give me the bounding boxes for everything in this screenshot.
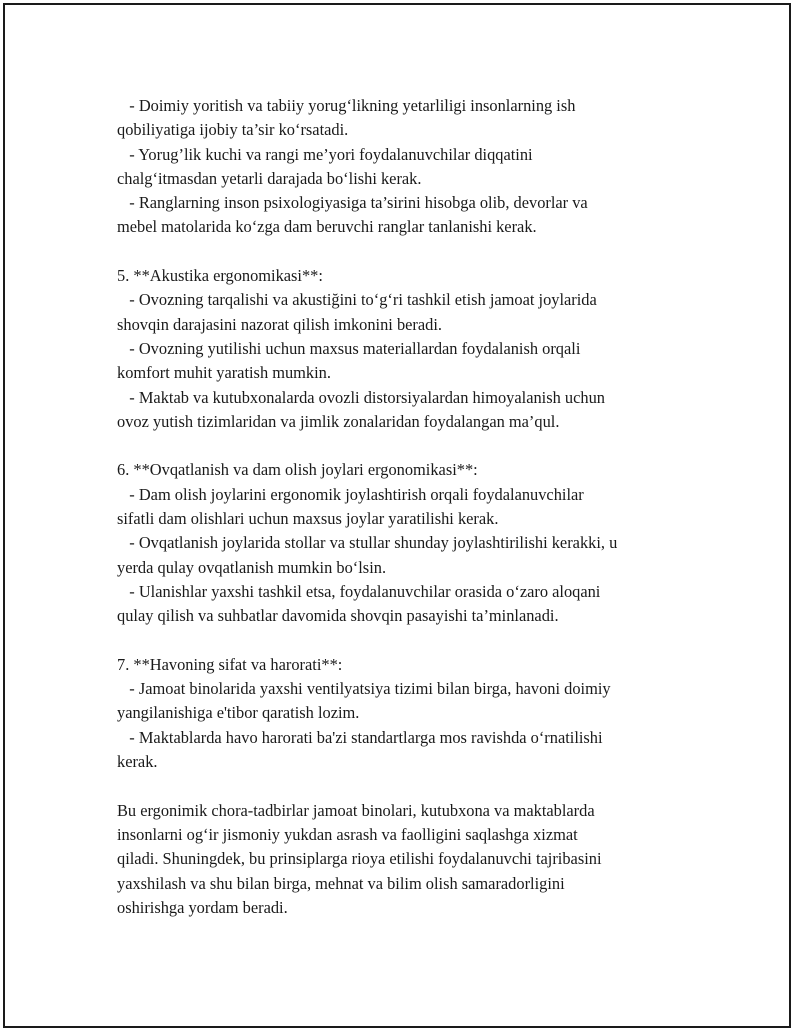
paragraph-gap — [117, 240, 692, 264]
text-line: qulay qilish va suhbatlar davomida shovqin pasayishi ta’minlanadi. — [117, 606, 559, 626]
conclusion-paragraph — [117, 799, 692, 920]
text-line: komfort muhit yaratish mumkin. — [117, 363, 331, 383]
text-line: Bu ergonimik chora-tadbirlar jamoat binolari, kutubxona va maktablarda — [117, 800, 595, 820]
text-line: yerda qulay ovqatlanish mumkin bo‘lsin. — [117, 557, 387, 577]
text-line: - Ovozning tarqalishi va akustiğini to‘g‘ri tashkil etish jamoat joylarida — [117, 290, 597, 310]
text-line: - Ovozning yutilishi uchun maxsus materiallardan foydalanish orqali — [117, 338, 581, 358]
text-line: - Ranglarning inson psixologiyasiga ta’sirini hisobga olib, devorlar va — [117, 193, 588, 213]
text-line: kerak. — [117, 752, 158, 772]
section-heading: 6. **Ovqatlanish va dam olish joylari ergonomikasi**: — [117, 460, 478, 480]
dining-rest-section — [117, 458, 692, 628]
text-line: qobiliyatiga ijobiy ta’sir ko‘rsatadi. — [117, 120, 349, 140]
section-heading: 5. **Akustika ergonomikasi**: — [117, 266, 323, 286]
text-line: shovqin darajasini nazorat qilish imkonini beradi. — [117, 314, 443, 334]
text-line: - Maktablarda havo harorati ba'zi standartlarga mos ravishda o‘rnatilishi — [117, 727, 603, 747]
text-line: ovoz yutish tizimlaridan va jimlik zonalaridan foydalangan ma’qul. — [117, 411, 560, 431]
text-line: - Jamoat binolarida yaxshi ventilyatsiya tizimi bilan birga, havoni doimiy — [117, 679, 611, 699]
air-quality-section — [117, 653, 692, 774]
text-line: - Dam olish joylarini ergonomik joylashtirish orqali foydalanuvchilar — [117, 484, 584, 504]
text-line: qiladi. Shuningdek, bu prinsiplarga rioya etilishi foydalanuvchi tajribasini — [117, 849, 602, 869]
text-line: - Yorug’lik kuchi va rangi me’yori foydalanuvchilar diqqatini — [117, 144, 533, 164]
text-line: sifatli dam olishlari uchun maxsus joylar yaratilishi kerak. — [117, 509, 499, 529]
lighting-section-continuation — [117, 94, 692, 240]
text-line: mebel matolarida ko‘zga dam beruvchi ranglar tanlanishi kerak. — [117, 217, 537, 237]
text-line: yaxshilash va shu bilan birga, mehnat va bilim olish samaradorligini — [117, 873, 565, 893]
paragraph-gap — [117, 434, 692, 458]
text-line: - Ulanishlar yaxshi tashkil etsa, foydalanuvchilar orasida o‘zaro aloqani — [117, 581, 601, 601]
paragraph-gap — [117, 774, 692, 798]
text-line: - Doimiy yoritish va tabiiy yorug‘likning yetarliligi insonlarning ish — [117, 96, 576, 115]
text-line: insonlarni og‘ir jismoniy yukdan asrash va faolligini saqlashga xizmat — [117, 824, 578, 844]
text-line: - Maktab va kutubxonalarda ovozli distorsiyalardan himoyalanish uchun — [117, 387, 605, 407]
text-line: - Ovqatlanish joylarida stollar va stullar shunday joylashtirilishi kerakki, u — [117, 533, 618, 553]
text-line: oshirishga yordam beradi. — [117, 897, 288, 917]
paragraph-gap — [117, 629, 692, 653]
document-body — [117, 94, 692, 920]
text-line: yangilanishiga e'tibor qaratish lozim. — [117, 703, 360, 723]
text-line: chalg‘itmasdan yetarli darajada bo‘lishi kerak. — [117, 168, 422, 188]
acoustics-section — [117, 264, 692, 434]
section-heading: 7. **Havoning sifat va harorati**: — [117, 654, 343, 674]
